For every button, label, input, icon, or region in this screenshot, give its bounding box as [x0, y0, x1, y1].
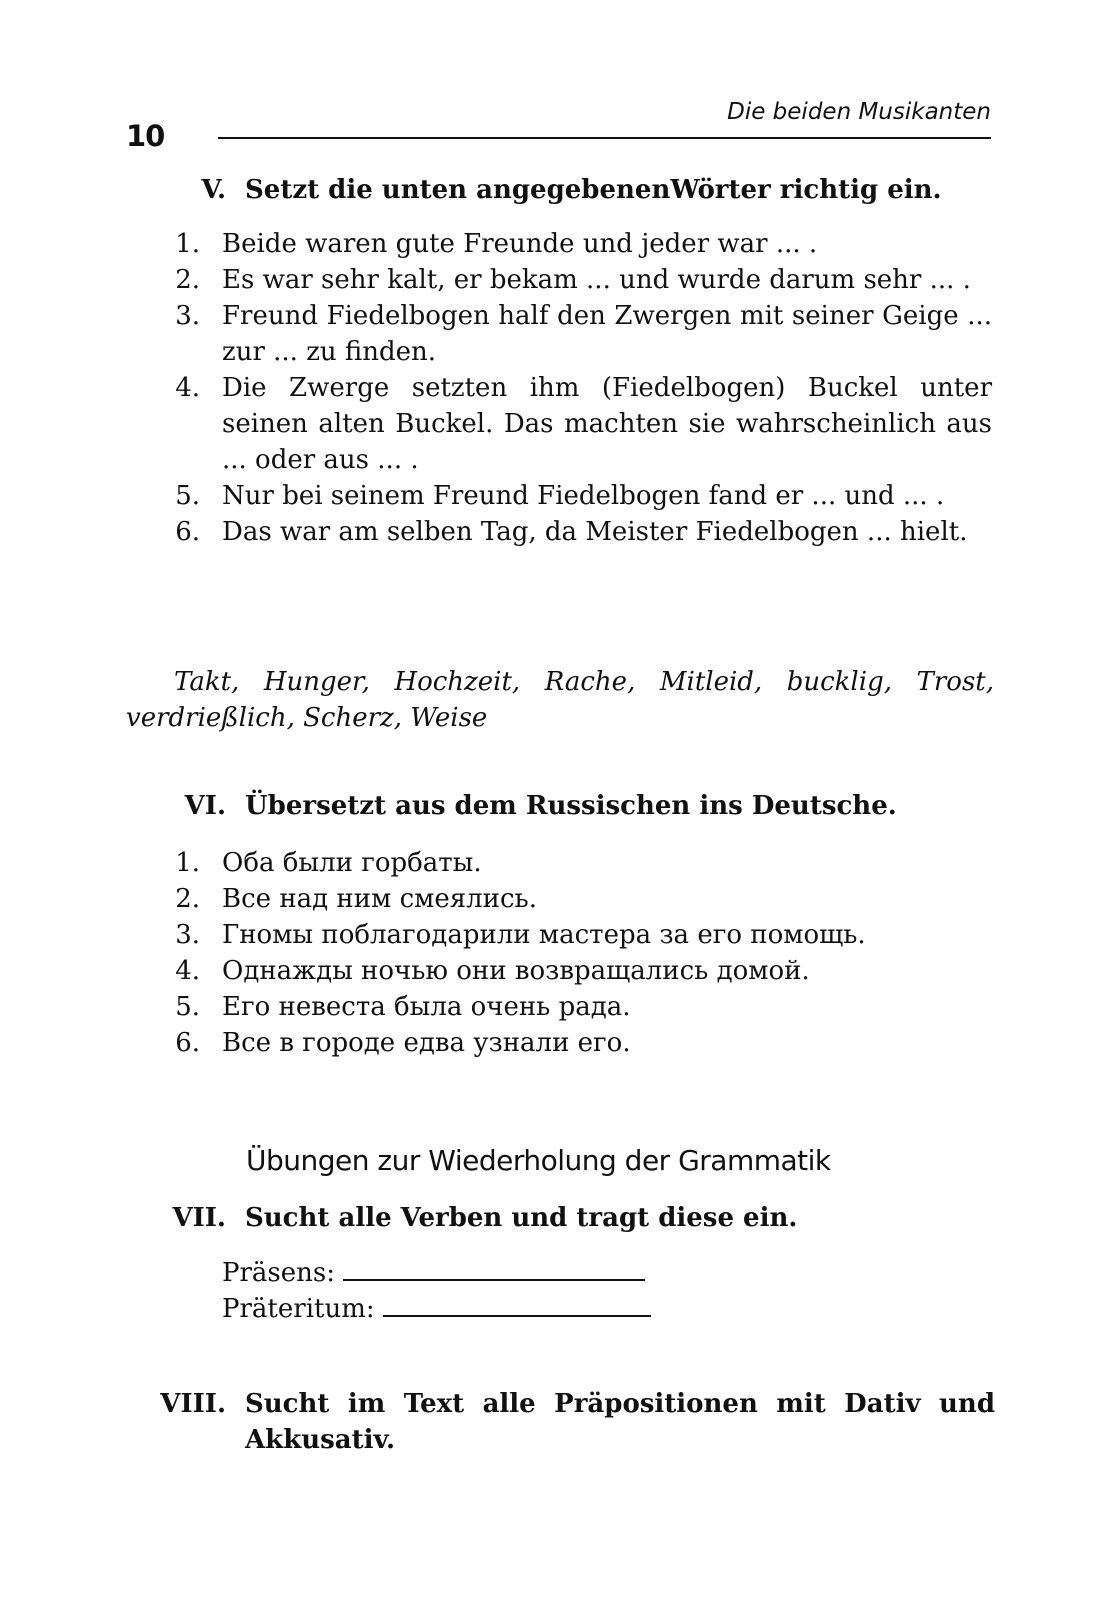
item-number: 3.	[175, 920, 200, 950]
exercise-6-heading	[150, 788, 995, 824]
exercise-7-instruction: Sucht alle Verben und tragt diese ein.	[245, 1203, 798, 1233]
list-item	[160, 989, 992, 1025]
exercise-7-heading	[150, 1200, 995, 1236]
item-text: Beide waren gute Freunde und jeder war ... .	[222, 229, 818, 259]
list-item	[160, 514, 992, 550]
exercise-8-heading	[150, 1386, 995, 1458]
item-number: 1.	[175, 229, 200, 259]
word-bank: Takt, Hunger, Hochzeit, Rache, Mitleid, bucklig, Trost, verdrießlich, Scherz, Weise	[126, 667, 994, 733]
item-text: Гномы поблагодарили мастера за его помощь.	[222, 920, 866, 950]
item-number: 3.	[175, 301, 200, 331]
list-item	[160, 953, 992, 989]
item-text: Все над ним смеялись.	[222, 884, 537, 914]
item-text: Его невеста была очень рада.	[222, 992, 631, 1022]
item-number: 5.	[175, 992, 200, 1022]
exercise-5-list	[160, 226, 992, 550]
list-item	[160, 370, 992, 478]
item-text: Однажды ночью они возвращались домой.	[222, 956, 810, 986]
item-text: Es war sehr kalt, er bekam ... und wurde darum sehr ... .	[222, 265, 971, 295]
item-text: Все в городе едва узнали его.	[222, 1028, 631, 1058]
list-item	[160, 226, 992, 262]
item-number: 6.	[175, 1028, 200, 1058]
exercise-6-list	[160, 845, 992, 1061]
item-text: Nur bei seinem Freund Fiedelbogen fand er ... und ... .	[222, 481, 945, 511]
item-number: 6.	[175, 517, 200, 547]
page-number: 10	[126, 119, 165, 153]
exercise-6-instruction: Übersetzt aus dem Russischen ins Deutsche.	[245, 791, 897, 821]
exercise-8-instruction: Sucht im Text alle Präpositionen mit Dativ und Akkusativ.	[245, 1389, 995, 1455]
list-item	[160, 1025, 992, 1061]
list-item	[160, 845, 992, 881]
item-text: Freund Fiedelbogen half den Zwergen mit seiner Geige ... zur ... zu finden.	[222, 301, 992, 367]
header-rule	[218, 137, 991, 139]
item-number: 2.	[175, 265, 200, 295]
exercise-5-heading	[150, 172, 995, 208]
list-item	[160, 262, 992, 298]
item-number: 2.	[175, 884, 200, 914]
exercise-5-instruction: Setzt die unten angegebenenWörter richtig ein.	[245, 175, 942, 205]
praeteritum-answer-blank[interactable]	[383, 1293, 651, 1317]
item-text: Das war am selben Tag, da Meister Fiedelbogen ... hielt.	[222, 517, 968, 547]
praeteritum-field	[222, 1291, 651, 1327]
exercise-6-number: VI.	[184, 791, 226, 821]
running-title: Die beiden Musikanten	[727, 99, 991, 125]
praeteritum-label: Präteritum:	[222, 1294, 375, 1324]
list-item	[160, 298, 992, 370]
list-item	[160, 917, 992, 953]
praesens-answer-blank[interactable]	[343, 1257, 645, 1281]
list-item	[160, 478, 992, 514]
exercise-7-number: VII.	[172, 1203, 226, 1233]
item-number: 5.	[175, 481, 200, 511]
item-text: Die Zwerge setzten ihm (Fiedelbogen) Buckel unter seinen alten Buckel. Das machten sie wahrscheinlich aus ... oder aus ... .	[222, 373, 992, 475]
item-number: 4.	[175, 373, 200, 403]
item-number: 4.	[175, 956, 200, 986]
praesens-field	[222, 1255, 645, 1291]
exercise-5-number: V.	[201, 175, 226, 205]
list-item	[160, 881, 992, 917]
praesens-label: Präsens:	[222, 1258, 336, 1288]
item-text: Оба были горбаты.	[222, 848, 482, 878]
exercise-8-number: VIII.	[160, 1389, 226, 1419]
item-number: 1.	[175, 848, 200, 878]
section-heading: Übungen zur Wiederholung der Grammatik	[246, 1144, 831, 1177]
